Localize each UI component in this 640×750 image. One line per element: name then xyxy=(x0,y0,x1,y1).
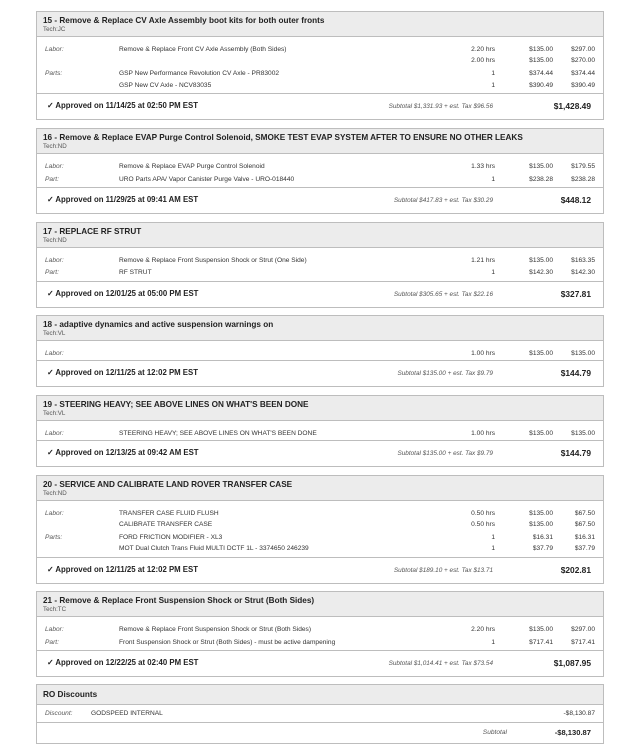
line-type: Labor: xyxy=(45,257,64,264)
line-desc: Remove & Replace EVAP Purge Control Solenoid xyxy=(119,163,265,170)
line-qty: 1 xyxy=(491,534,495,541)
line-rate: $37.79 xyxy=(532,545,553,552)
line-qty: 0.50 hrs xyxy=(471,510,495,517)
discounts-subtotal-value: -$8,130.87 xyxy=(554,728,591,737)
discount-line xyxy=(37,708,603,720)
line-desc: CALIBRATE TRANSFER CASE xyxy=(119,521,213,528)
line-item xyxy=(37,637,603,649)
discounts-subtotal-label: Subtotal xyxy=(482,729,507,736)
approval-status: ✓ Approved on 12/11/25 at 12:02 PM EST xyxy=(47,368,198,377)
line-amount: $238.28 xyxy=(571,176,595,183)
line-rate: $16.31 xyxy=(532,534,553,541)
job-header xyxy=(37,316,603,341)
line-qty: 1.21 hrs xyxy=(471,257,495,264)
line-item xyxy=(37,267,603,279)
line-amount: $270.00 xyxy=(571,57,595,64)
line-amount: $67.50 xyxy=(574,521,595,528)
job-footer xyxy=(37,440,603,467)
job-total: $448.12 xyxy=(560,195,591,205)
job-card xyxy=(36,128,604,214)
job-title: 17 - REPLACE RF STRUT xyxy=(43,227,142,236)
line-qty: 1.00 hrs xyxy=(471,430,495,437)
line-amount: $179.55 xyxy=(571,163,595,170)
approval-status: ✓ Approved on 12/22/25 at 02:40 PM EST xyxy=(47,658,199,667)
job-footer xyxy=(37,93,603,120)
line-rate: $390.49 xyxy=(529,82,553,89)
line-qty: 1 xyxy=(491,82,495,89)
line-desc: FORD FRICTION MODIFIER - XL3 xyxy=(119,534,223,541)
line-desc: MOT Dual Clutch Trans Fluid MULTI DCTF 1L - 3374650 246239 xyxy=(119,545,309,552)
job-tech: Tech:VL xyxy=(43,330,66,337)
line-desc: GSP New Performance Revolution CV Axle - PR83002 xyxy=(119,70,280,77)
job-subtotal: Subtotal $135.00 + est. Tax $9.79 xyxy=(397,370,493,377)
line-type: Labor: xyxy=(45,626,64,633)
line-amount: $297.00 xyxy=(571,46,595,53)
job-total: $327.81 xyxy=(560,289,591,299)
discount-desc: GODSPEED INTERNAL xyxy=(91,710,163,717)
line-item xyxy=(37,519,603,531)
job-title: 21 - Remove & Replace Front Suspension Shock or Strut (Both Sides) xyxy=(43,596,315,605)
line-amount: $717.41 xyxy=(571,639,595,646)
job-footer xyxy=(37,650,603,677)
line-rate: $135.00 xyxy=(529,430,553,437)
line-amount: $374.44 xyxy=(571,70,595,77)
line-rate: $135.00 xyxy=(529,510,553,517)
line-type: Parts: xyxy=(45,534,63,541)
line-rate: $142.30 xyxy=(529,269,553,276)
line-desc: Remove & Replace Front Suspension Shock or Strut (One Side) xyxy=(119,257,307,264)
line-desc: STEERING HEAVY; SEE ABOVE LINES ON WHAT'S BEEN DONE xyxy=(119,430,317,437)
line-amount: $297.00 xyxy=(571,626,595,633)
job-title: 19 - STEERING HEAVY; SEE ABOVE LINES ON WHAT'S BEEN DONE xyxy=(43,400,309,409)
job-total: $1,428.49 xyxy=(553,101,591,111)
line-type: Parts: xyxy=(45,70,63,77)
job-total: $1,087.95 xyxy=(553,658,591,668)
line-item xyxy=(37,543,603,555)
line-item xyxy=(37,624,603,636)
line-rate: $135.00 xyxy=(529,163,553,170)
line-qty: 1.33 hrs xyxy=(471,163,495,170)
line-amount: $142.30 xyxy=(571,269,595,276)
line-amount: $67.50 xyxy=(574,510,595,517)
line-item xyxy=(37,161,603,173)
job-subtotal: Subtotal $1,014.41 + est. Tax $73.54 xyxy=(388,660,493,667)
approval-status: ✓ Approved on 12/01/25 at 05:00 PM EST xyxy=(47,289,199,298)
line-desc: Remove & Replace Front Suspension Shock or Strut (Both Sides) xyxy=(119,626,312,633)
line-type: Labor: xyxy=(45,510,64,517)
job-card xyxy=(36,395,604,467)
line-type: Part: xyxy=(45,639,59,646)
line-rate: $135.00 xyxy=(529,57,553,64)
line-amount: $135.00 xyxy=(571,350,595,357)
line-desc: Front Suspension Shock or Strut (Both Sides) - must be active dampening xyxy=(119,639,336,646)
job-tech: Tech:ND xyxy=(43,490,67,497)
line-amount: $37.79 xyxy=(574,545,595,552)
line-type: Part: xyxy=(45,269,59,276)
line-item xyxy=(37,174,603,186)
job-subtotal: Subtotal $417.83 + est. Tax $30.29 xyxy=(393,197,493,204)
job-footer xyxy=(37,360,603,387)
line-type: Labor: xyxy=(45,350,64,357)
job-tech: Tech:ND xyxy=(43,237,67,244)
line-qty: 2.00 hrs xyxy=(471,57,495,64)
job-footer xyxy=(37,187,603,214)
job-header xyxy=(37,476,603,501)
line-qty: 0.50 hrs xyxy=(471,521,495,528)
job-tech: Tech:JC xyxy=(43,26,66,33)
job-footer xyxy=(37,281,603,308)
discounts-footer xyxy=(37,722,603,743)
line-qty: 1 xyxy=(491,545,495,552)
line-amount: $390.49 xyxy=(571,82,595,89)
line-type: Labor: xyxy=(45,46,64,53)
approval-status: ✓ Approved on 11/14/25 at 02:50 PM EST xyxy=(47,101,198,110)
job-footer xyxy=(37,557,603,584)
job-tech: Tech:VL xyxy=(43,410,66,417)
discount-amount: -$8,130.87 xyxy=(563,710,595,717)
job-title: 15 - Remove & Replace CV Axle Assembly boot kits for both outer fronts xyxy=(43,16,325,25)
job-title: 18 - adaptive dynamics and active suspension warnings on xyxy=(43,320,274,329)
line-amount: $135.00 xyxy=(571,430,595,437)
line-qty: 1 xyxy=(491,269,495,276)
discounts-header xyxy=(37,685,603,705)
line-desc: Remove & Replace Front CV Axle Assembly (Both Sides) xyxy=(119,46,287,53)
job-header xyxy=(37,396,603,421)
approval-status: ✓ Approved on 12/13/25 at 09:42 AM EST xyxy=(47,448,199,457)
line-qty: 1 xyxy=(491,176,495,183)
line-rate: $135.00 xyxy=(529,626,553,633)
approval-status: ✓ Approved on 12/11/25 at 12:02 PM EST xyxy=(47,565,198,574)
job-header xyxy=(37,592,603,617)
line-rate: $717.41 xyxy=(529,639,553,646)
line-qty: 1 xyxy=(491,70,495,77)
line-item xyxy=(37,55,603,67)
job-tech: Tech:ND xyxy=(43,143,67,150)
job-subtotal: Subtotal $305.65 + est. Tax $22.16 xyxy=(393,291,493,298)
line-item xyxy=(37,80,603,92)
line-rate: $135.00 xyxy=(529,257,553,264)
line-amount: $16.31 xyxy=(574,534,595,541)
line-rate: $135.00 xyxy=(529,521,553,528)
line-rate: $135.00 xyxy=(529,46,553,53)
job-total: $202.81 xyxy=(560,565,591,575)
line-item xyxy=(37,428,603,440)
line-item xyxy=(37,348,603,360)
job-total: $144.79 xyxy=(560,448,591,458)
line-rate: $135.00 xyxy=(529,350,553,357)
job-card xyxy=(36,222,604,308)
approval-status: ✓ Approved on 11/29/25 at 09:41 AM EST xyxy=(47,195,199,204)
line-qty: 1 xyxy=(491,639,495,646)
line-desc: URO Parts APA/ Vapor Canister Purge Valve - URO-018440 xyxy=(119,176,295,183)
line-type: Labor: xyxy=(45,430,64,437)
line-desc: TRANSFER CASE FLUID FLUSH xyxy=(119,510,219,517)
line-amount: $163.35 xyxy=(571,257,595,264)
job-subtotal: Subtotal $135.00 + est. Tax $9.79 xyxy=(397,450,493,457)
job-card xyxy=(36,475,604,584)
line-desc: RF STRUT xyxy=(119,269,152,276)
line-rate: $238.28 xyxy=(529,176,553,183)
ro-discounts-section xyxy=(36,684,604,744)
job-subtotal: Subtotal $1,331.93 + est. Tax $96.56 xyxy=(388,103,493,110)
line-qty: 2.20 hrs xyxy=(471,626,495,633)
line-item xyxy=(37,255,603,267)
job-card xyxy=(36,591,604,677)
job-total: $144.79 xyxy=(560,368,591,378)
line-item xyxy=(37,68,603,80)
line-desc: GSP New CV Axle - NCV83035 xyxy=(119,82,212,89)
job-header xyxy=(37,129,603,154)
job-header xyxy=(37,223,603,248)
job-subtotal: Subtotal $189.10 + est. Tax $13.71 xyxy=(393,567,493,574)
line-type: Labor: xyxy=(45,163,64,170)
discount-type: Discount: xyxy=(45,710,73,717)
job-title: 16 - Remove & Replace EVAP Purge Control Solenoid, SMOKE TEST EVAP SYSTEM AFTER TO ENSURE NO OTHER LEAKS xyxy=(43,133,523,142)
line-rate: $374.44 xyxy=(529,70,553,77)
line-qty: 1.00 hrs xyxy=(471,350,495,357)
discounts-title: RO Discounts xyxy=(43,690,98,699)
job-card xyxy=(36,11,604,120)
job-title: 20 - SERVICE AND CALIBRATE LAND ROVER TRANSFER CASE xyxy=(43,480,293,489)
line-type: Part: xyxy=(45,176,59,183)
line-qty: 2.20 hrs xyxy=(471,46,495,53)
job-header xyxy=(37,12,603,37)
job-tech: Tech:TC xyxy=(43,606,67,613)
job-card xyxy=(36,315,604,387)
